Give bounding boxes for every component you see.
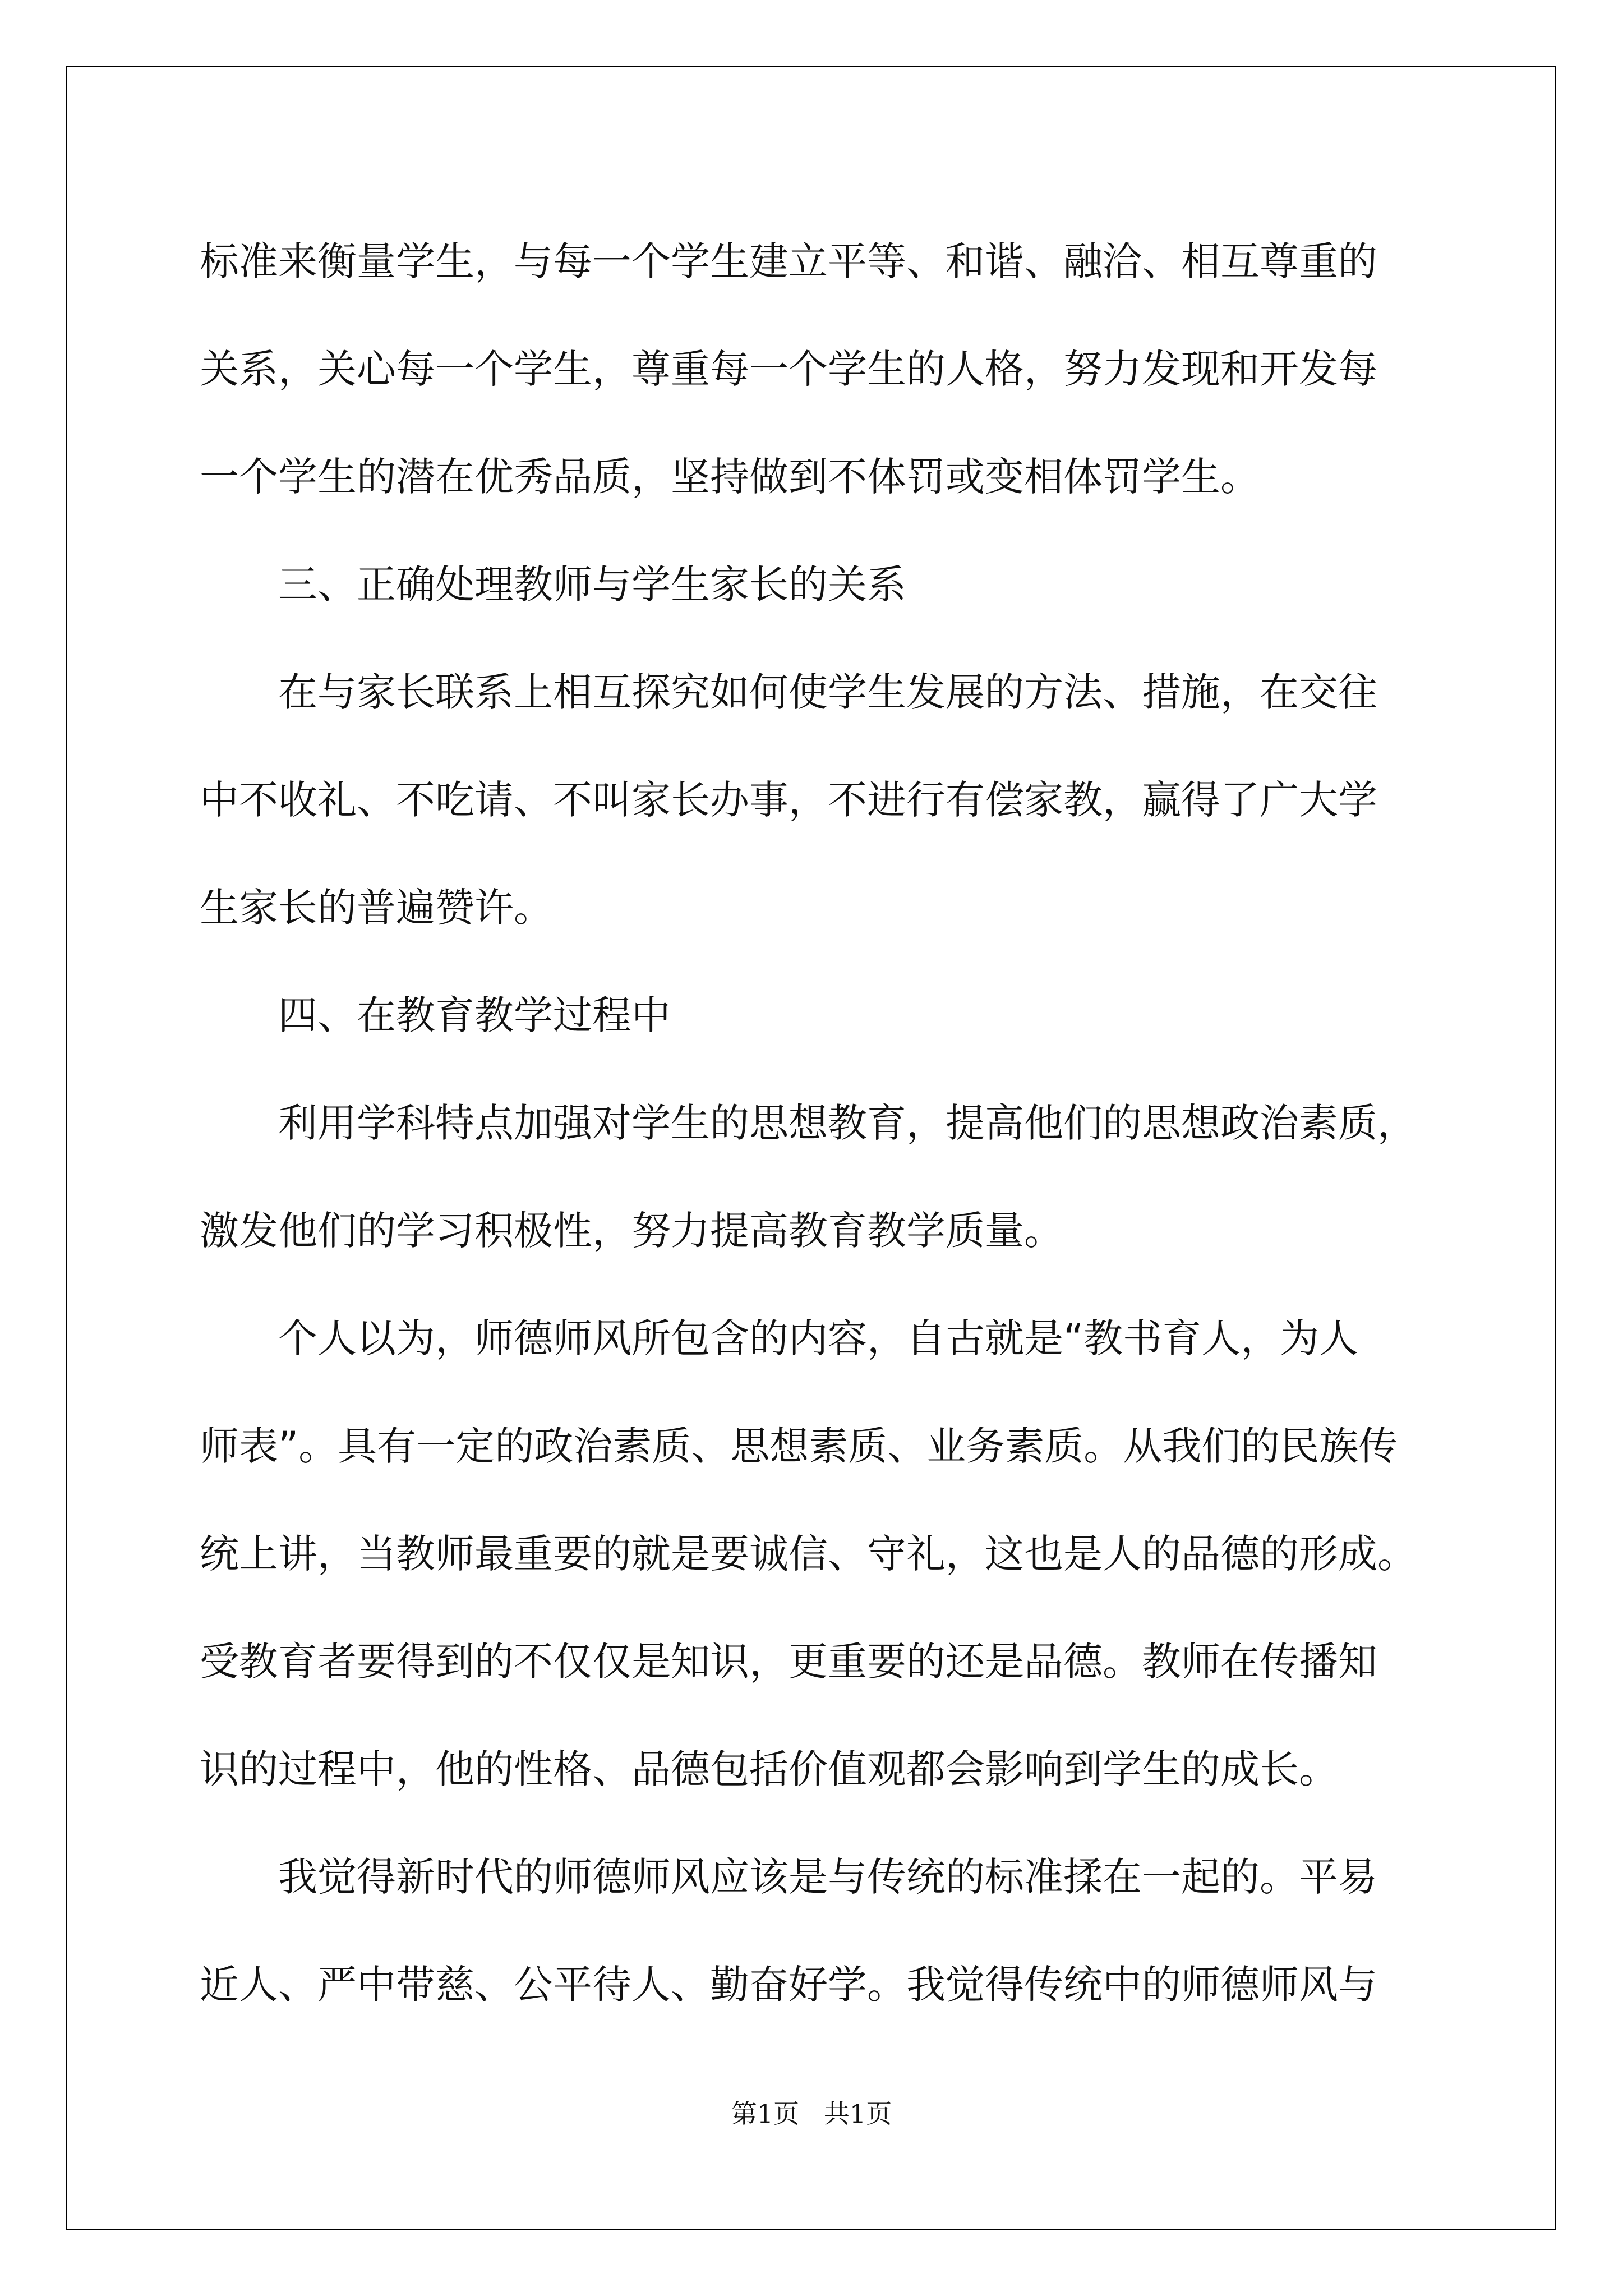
text-line: 关系，关心每一个学生，尊重每一个学生的人格，努力发现和开发每 [200, 346, 1377, 392]
text-line: 受教育者要得到的不仅仅是知识，更重要的还是品德。教师在传播知 [200, 1639, 1377, 1685]
text-line: 师表”。具有一定的政治素质、思想素质、业务素质。从我们的民族传 [200, 1423, 1398, 1469]
text-line: 利用学科特点加强对学生的思想教育，提高他们的思想政治素质， [278, 1100, 1417, 1146]
text-line: 一个学生的潜在优秀品质，坚持做到不体罚或变相体罚学生。 [200, 454, 1260, 500]
text-line: 识的过程中，他的性格、品德包括价值观都会影响到学生的成长。 [200, 1746, 1338, 1792]
text-line: 四、在教育教学过程中 [278, 992, 671, 1038]
text-line: 近人、严中带慈、公平待人、勤奋好学。我觉得传统中的师德师风与 [200, 1962, 1377, 2008]
text-line: 标准来衡量学生，与每一个学生建立平等、和谐、融洽、相互尊重的 [200, 238, 1377, 284]
text-line: 生家长的普遍赞许。 [200, 885, 553, 931]
text-line: 中不收礼、不吃请、不叫家长办事，不进行有偿家教，赢得了广大学 [200, 777, 1377, 823]
document-body [200, 208, 1473, 2039]
page-footer: 第1页 共1页 [731, 2099, 892, 2129]
text-line: 我觉得新时代的师德师风应该是与传统的标准揉在一起的。平易 [278, 1854, 1377, 1900]
text-line: 三、正确处理教师与学生家长的关系 [278, 562, 906, 608]
text-line: 激发他们的学习积极性，努力提高教育教学质量。 [200, 1208, 1063, 1254]
text-line: 个人以为，师德师风所包含的内容，自古就是“教书育人，为人 [278, 1315, 1359, 1361]
text-line: 统上讲，当教师最重要的就是要诚信、守礼，这也是人的品德的形成。 [200, 1531, 1417, 1577]
text-line: 在与家长联系上相互探究如何使学生发展的方法、措施，在交往 [278, 669, 1377, 715]
